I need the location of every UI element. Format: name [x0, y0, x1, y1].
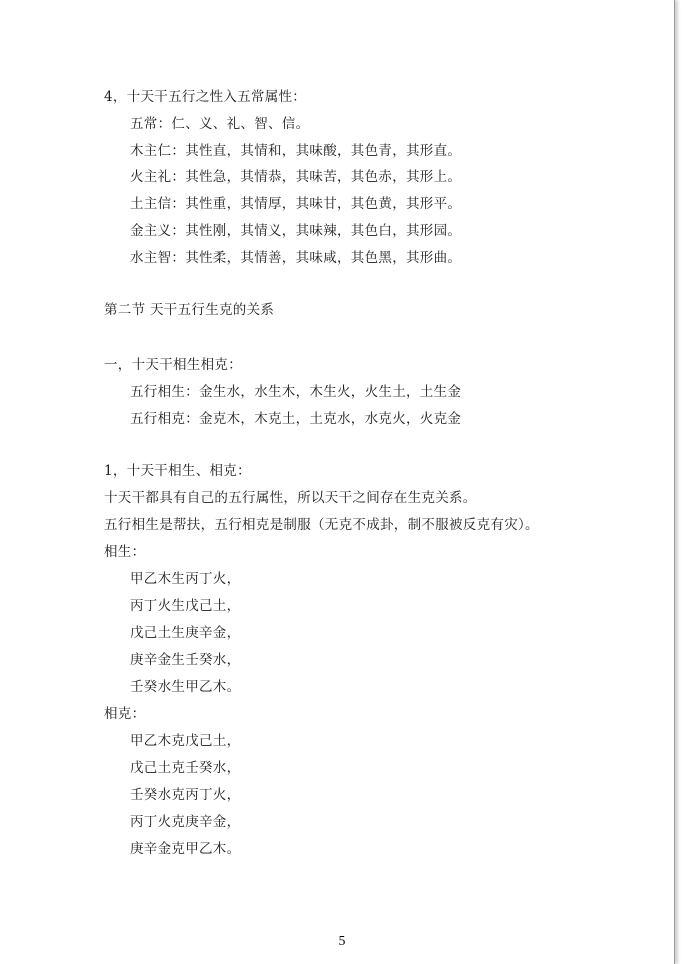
- section-title: 第二节 天干五行生克的关系: [104, 302, 275, 318]
- sheng-line: 甲乙木生丙丁火，: [130, 571, 241, 587]
- page-number: 5: [338, 933, 346, 948]
- wuxing-line: 五行相克：金克木，木克土，土克水，水克火，火克金: [130, 411, 462, 427]
- wuchang-line: 木主仁：其性直，其情和，其味酸，其色青，其形直。: [130, 143, 462, 159]
- wuchang-line: 金主义：其性刚，其情义，其味辣，其色白，其形园。: [130, 223, 462, 239]
- ke-line: 甲乙木克戊己土，: [130, 733, 241, 749]
- ke-label: 相克：: [104, 706, 146, 722]
- ke-line: 庚辛金克甲乙木。: [130, 841, 241, 857]
- sheng-line: 壬癸水生甲乙木。: [130, 679, 241, 695]
- sheng-line: 庚辛金生壬癸水，: [130, 652, 241, 668]
- paragraph: 五行相生是帮扶，五行相克是制服（无克不成卦，制不服被反克有灾）。: [104, 517, 539, 533]
- ke-line: 丙丁火克庚辛金，: [130, 814, 241, 830]
- section-heading-wuchang: 4，十天干五行之性入五常属性：: [104, 89, 307, 105]
- wuchang-line: 水主智：其性柔，其情善，其味咸，其色黑，其形曲。: [130, 250, 462, 266]
- section-heading-tiangan: 1，十天干相生、相克：: [104, 463, 251, 479]
- sheng-label: 相生：: [104, 544, 146, 560]
- wuchang-line: 五常：仁、义、礼、智、信。: [130, 116, 310, 132]
- paragraph: 十天干都具有自己的五行属性，所以天干之间存在生克关系。: [104, 490, 477, 506]
- sheng-line: 戊己土生庚辛金，: [130, 625, 241, 641]
- ke-line: 戊己土克壬癸水，: [130, 760, 241, 776]
- ke-line: 壬癸水克丙丁火，: [130, 787, 241, 803]
- sheng-line: 丙丁火生戊己土，: [130, 598, 241, 614]
- wuchang-line: 土主信：其性重，其情厚，其味甘，其色黄，其形平。: [130, 196, 462, 212]
- wuchang-line: 火主礼：其性急，其情恭，其味苦，其色赤，其形上。: [130, 169, 462, 185]
- section-heading-shengke: 一，十天干相生相克：: [104, 357, 242, 373]
- wuxing-line: 五行相生：金生水，水生木，木生火，火生土，土生金: [130, 384, 462, 400]
